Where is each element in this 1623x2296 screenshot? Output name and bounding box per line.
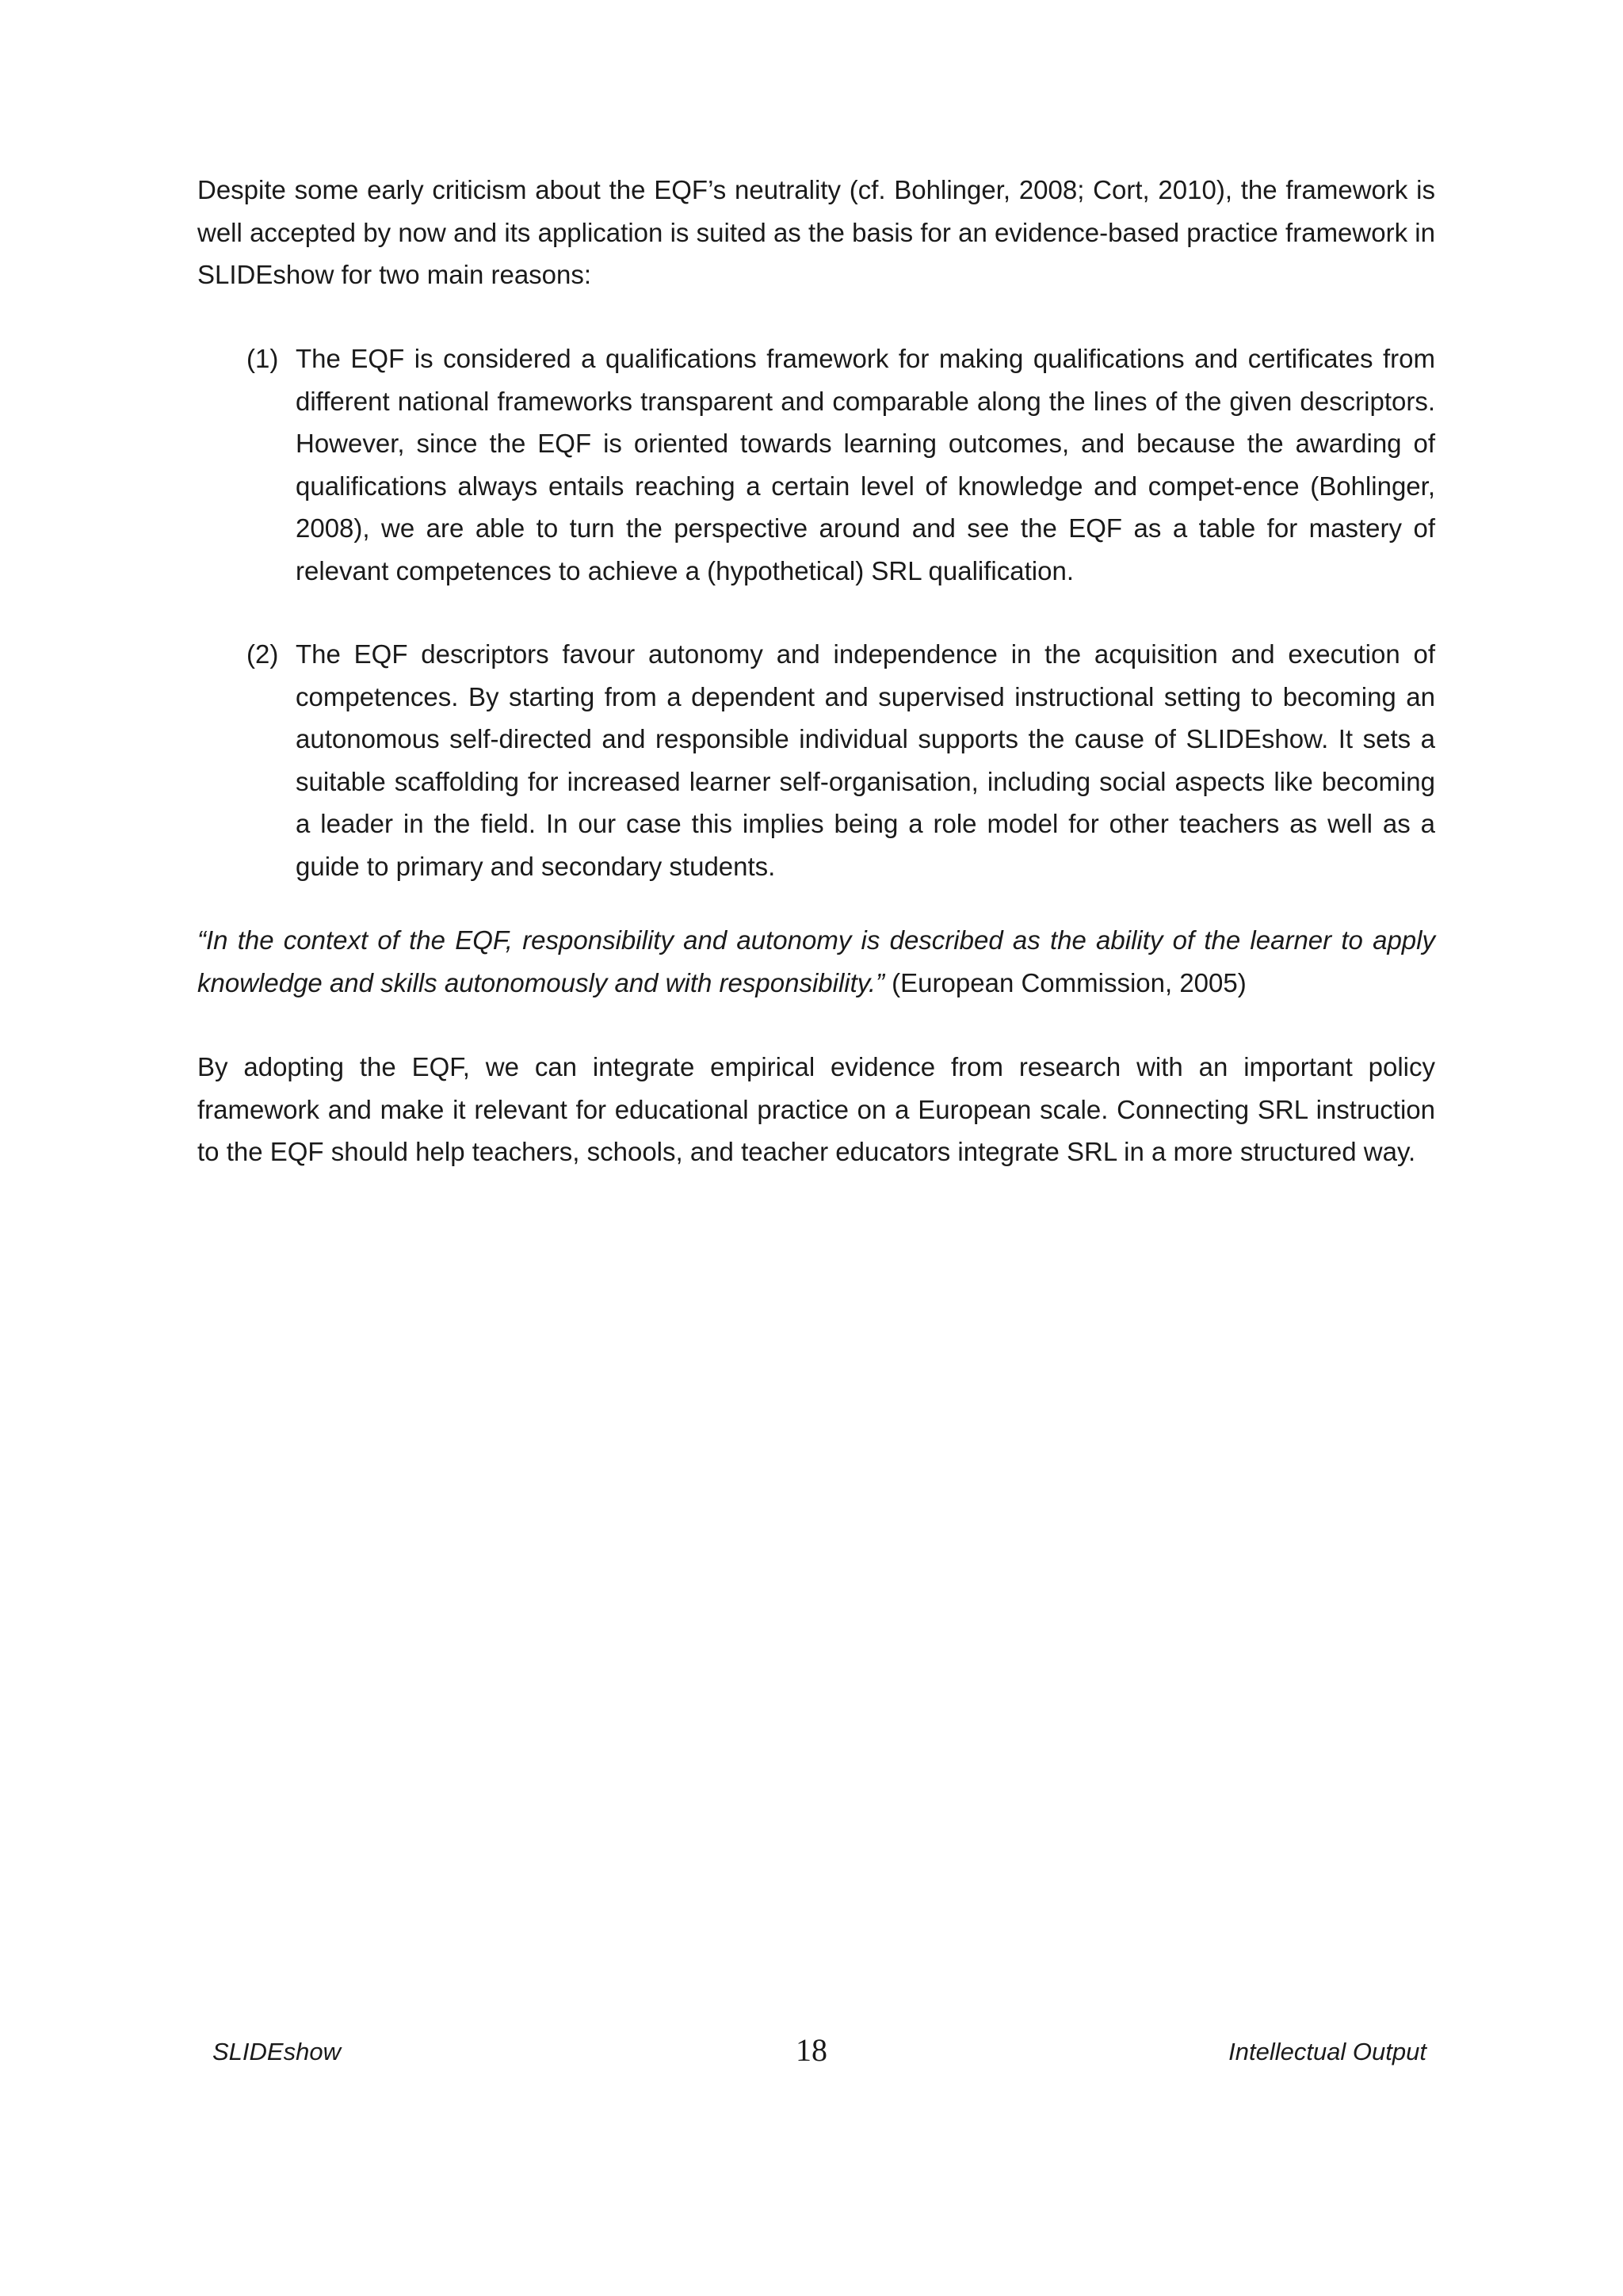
page-number: 18 xyxy=(796,2032,827,2068)
quote-source: (European Commission, 2005) xyxy=(884,967,1247,997)
list-item-1 xyxy=(246,338,1435,592)
list-item-1-text: The EQF is considered a qualifications framework for making qualifications and certificates from different national frameworks transparent and comparable along the lines of the given descriptors. However, since the EQF is oriented towards learning outcomes, and because the awarding of qualifications always entails reaching a certain level of knowledge and compet-ence (Bohlinger, 2008), we are able to turn the perspective around and see the EQF as a table for mastery of relevant competences to achieve a (hypothetical) SRL qualification. xyxy=(296,344,1435,585)
list-item-2 xyxy=(246,633,1435,887)
list-item-2-text: The EQF descriptors favour autonomy and independence in the acquisition and execution of competences. By starting from a dependent and supervised instructional setting to becoming an autonomous self-directed and responsible individual supports the cause of SLIDEshow. It sets a suitable scaffolding for increased learner self-organisation, including social aspects like becoming a leader in the field. In our case this implies being a role model for other teachers as well as a guide to primary and secondary students. xyxy=(296,639,1435,881)
quote-text: “In the context of the EQF, responsibility and autonomy is described as the ability of the learner to apply knowledge and skills autonomously and with responsibility.” xyxy=(197,925,1435,997)
footer-project-name: SLIDEshow xyxy=(212,2038,341,2065)
intro-paragraph: Despite some early criticism about the EQF’s neutrality (cf. Bohlinger, 2008; Cort, 2010), the framework is well accepted by now and its application is suited as the basis for an evidence-based practice framework in SLIDEshow for two main reasons: xyxy=(197,175,1435,289)
quote-paragraph xyxy=(197,919,1435,1004)
list-item-1-number: (1) xyxy=(246,344,279,373)
list-item-2-number: (2) xyxy=(246,639,279,669)
footer-document-type: Intellectual Output xyxy=(1228,2038,1426,2065)
closing-paragraph: By adopting the EQF, we can integrate empirical evidence from research with an important policy framework and make it relevant for educational practice on a European scale. Connecting SRL instruction to the EQF should help teachers, schools, and teacher educators integrate SRL in a more structured way. xyxy=(197,1052,1435,1166)
page-footer xyxy=(0,2031,1623,2079)
